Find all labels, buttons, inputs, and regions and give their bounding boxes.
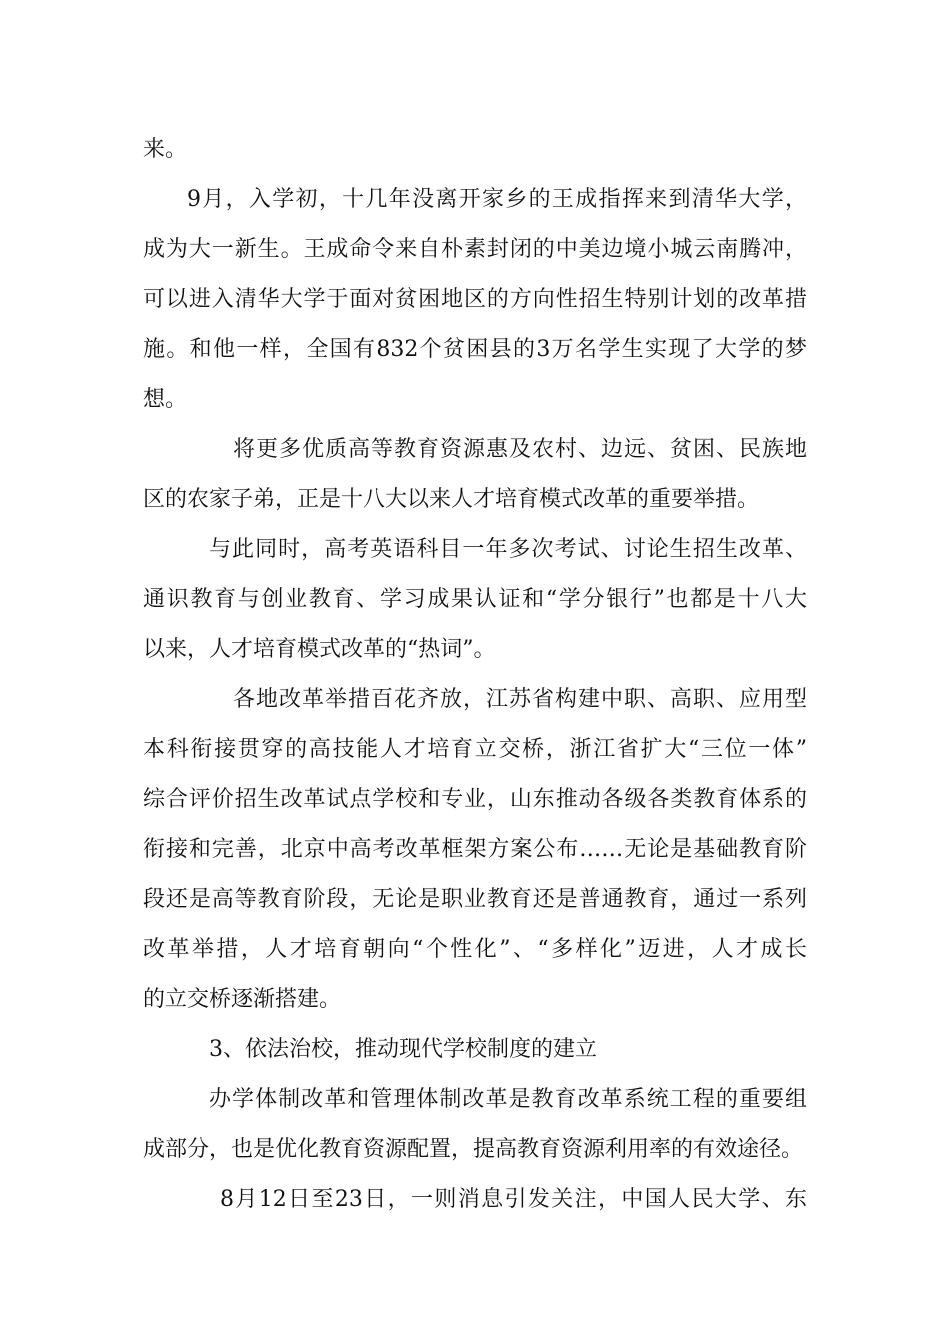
text-line: 通识教育与创业教育、学习成果认证和“学分银行”也都是十八大 (143, 587, 807, 612)
text-line: 来。 (143, 137, 188, 162)
section-heading: 3、依法治校，推动现代学校制度的建立 (209, 1037, 597, 1062)
text-line: 成部分，也是优化教育资源配置，提高教育资源利用率的有效途径。 (143, 1137, 804, 1162)
text-line: 区的农家子弟，正是十八大以来人才培育模式改革的重要举措。 (143, 487, 760, 512)
text-line: 段还是高等教育阶段，无论是职业教育还是普通教育，通过一系列 (143, 887, 807, 912)
text-line: 以来，人才培育模式改革的“热词”。 (143, 637, 496, 662)
text-line: 综合评价招生改革试点学校和专业，山东推动各级各类教育体系的 (143, 787, 807, 812)
text-line: 本科衔接贯穿的高技能人才培育立交桥，浙江省扩大“三位一体” (143, 737, 807, 762)
text-line: 9月，入学初，十几年没离开家乡的王成指挥来到清华大学， (187, 187, 807, 212)
text-line: 可以进入清华大学于面对贫困地区的方向性招生特别计划的改革措 (143, 287, 807, 312)
text-line: 各地改革举措百花齐放，江苏省构建中职、高职、应用型 (233, 687, 807, 712)
text-line: 办学体制改革和管理体制改革是教育改革系统工程的重要组 (209, 1087, 807, 1112)
text-line: 8月12日至23日，一则消息引发关注，中国人民大学、东 (220, 1187, 807, 1212)
text-line: 想。 (143, 387, 188, 412)
text-line: 施。和他一样，全国有832个贫困县的3万名学生实现了大学的梦 (143, 337, 807, 362)
text-line: 改革举措，人才培育朝向“个性化”、“多样化”迈进，人才成长 (143, 937, 807, 962)
text-line: 与此同时，高考英语科目一年多次考试、讨论生招生改革、 (209, 537, 807, 562)
text-line: 将更多优质高等教育资源惠及农村、边远、贫困、民族地 (233, 437, 807, 462)
text-line: 成为大一新生。王成命令来自朴素封闭的中美边境小城云南腾冲， (143, 237, 807, 262)
text-line: 的立交桥逐渐搭建。 (143, 987, 342, 1012)
text-line: 衔接和完善，北京中高考改革框架方案公布……无论是基础教育阶 (143, 837, 807, 862)
